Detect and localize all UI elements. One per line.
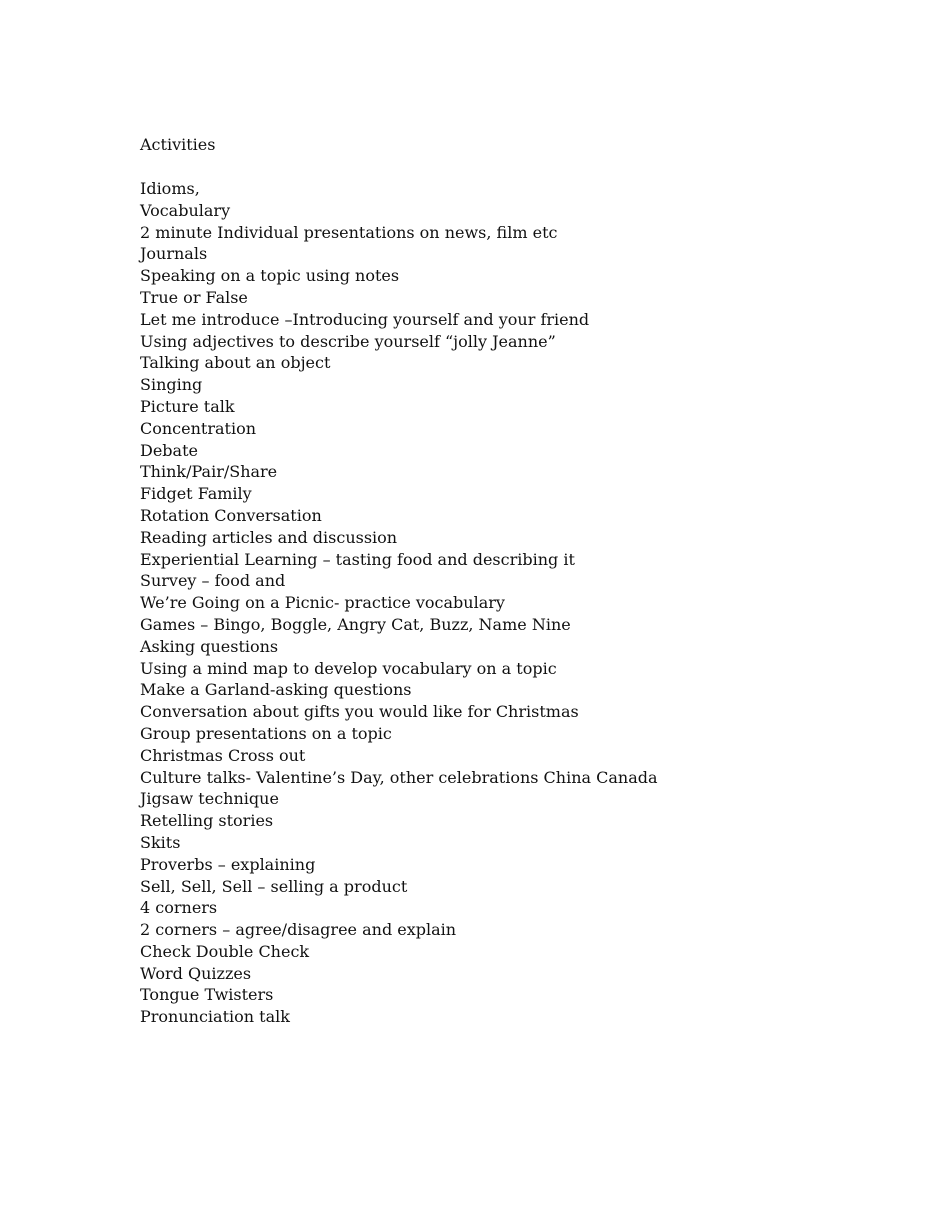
activity-item: Sell, Sell, Sell – selling a product [140, 876, 408, 896]
activity-item: Reading articles and discussion [140, 527, 398, 547]
activity-item: Asking questions [140, 636, 279, 656]
blank-line [140, 156, 840, 178]
activity-item: 2 minute Individual presentations on news, film etc [140, 222, 558, 242]
activity-item: Concentration [140, 418, 257, 438]
activity-item: Games – Bingo, Boggle, Angry Cat, Buzz, Name Nine [140, 614, 571, 634]
activity-item: Vocabulary [140, 200, 231, 220]
activity-item: Fidget Family [140, 484, 252, 504]
activity-item: Word Quizzes [140, 963, 252, 983]
activity-item: Speaking on a topic using notes [140, 266, 400, 286]
activity-item: Think/Pair/Share [140, 462, 278, 482]
activity-item: Journals [140, 244, 208, 264]
activity-item: True or False [140, 287, 248, 307]
activity-item: Group presentations on a topic [140, 723, 392, 743]
document-body [140, 134, 840, 1028]
activity-list [140, 178, 840, 1028]
activity-item: Check Double Check [140, 941, 310, 961]
activity-item: Culture talks- Valentine’s Day, other celebrations China Canada [140, 767, 658, 787]
activity-item: Let me introduce –Introducing yourself and your friend [140, 309, 590, 329]
activity-item: Singing [140, 375, 203, 395]
activity-item: 4 corners [140, 898, 218, 918]
activity-item: Skits [140, 832, 181, 852]
activity-item: We’re Going on a Picnic- practice vocabulary [140, 593, 505, 613]
activity-item: Retelling stories [140, 811, 274, 831]
activity-item: Idioms, [140, 179, 200, 198]
activity-item: Talking about an object [140, 353, 331, 373]
activity-item: Debate [140, 440, 198, 460]
activity-item: Picture talk [140, 396, 235, 416]
activity-item: 2 corners – agree/disagree and explain [140, 920, 457, 940]
activity-item: Experiential Learning – tasting food and describing it [140, 549, 575, 569]
document-heading: Activities [140, 135, 216, 154]
activity-item: Christmas Cross out [140, 745, 306, 765]
activity-item: Tongue Twisters [140, 985, 274, 1005]
activity-item: Rotation Conversation [140, 505, 322, 525]
activity-item: Pronunciation talk [140, 1007, 290, 1027]
activity-item: Proverbs – explaining [140, 854, 316, 874]
activity-item: Using adjectives to describe yourself “jolly Jeanne” [140, 331, 556, 351]
activity-item: Jigsaw technique [140, 789, 279, 809]
activity-item: Conversation about gifts you would like for Christmas [140, 702, 579, 722]
activity-item: Using a mind map to develop vocabulary on a topic [140, 658, 557, 678]
activity-item: Make a Garland-asking questions [140, 680, 412, 700]
activity-item: Survey – food and [140, 571, 286, 591]
